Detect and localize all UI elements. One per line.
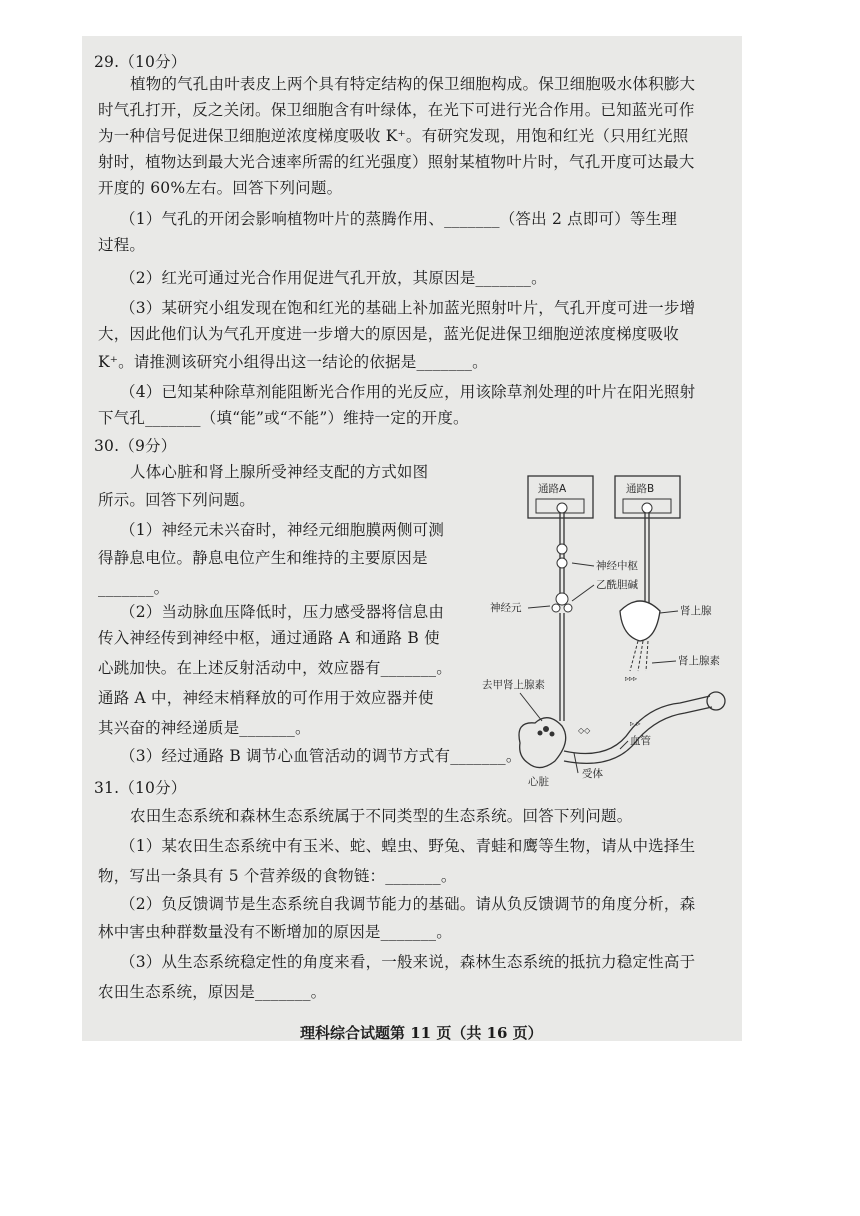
- synapse-node: [557, 558, 567, 568]
- q29-paragraph-line: 植物的气孔由叶表皮上两个具有特定结构的保卫细胞构成。保卫细胞吸水体积膨大: [130, 75, 696, 93]
- hormone-arrow: [638, 641, 643, 671]
- synapse-node: [552, 604, 560, 612]
- hormone-in-vessel: ▹ ▹: [630, 719, 641, 728]
- hormone-symbols: ▹▹▹: [625, 674, 638, 683]
- hormone-arrow: [630, 641, 638, 671]
- receptor-symbols: ◇◇: [578, 726, 591, 735]
- label-pointer: [520, 693, 542, 721]
- hormone-arrow: [646, 641, 648, 671]
- q29-paragraph-line: 为一种信号促进保卫细胞逆浓度梯度吸收 K⁺。有研究发现，用饱和红光（只用红光照: [98, 127, 689, 145]
- synapse-node: [564, 604, 572, 612]
- page-footer: 理科综合试题第 11 页（共 16 页）: [300, 1024, 543, 1041]
- acetylcholine-label: 乙酰胆碱: [596, 579, 638, 591]
- q30-sub2-cont: 心跳加快。在上述反射活动中，效应器有_______。: [98, 659, 452, 677]
- neuron-body-a: [557, 503, 567, 513]
- neuron-body-b: [642, 503, 652, 513]
- q29-paragraph-line: 开度的 60%左右。回答下列问题。: [98, 179, 343, 197]
- q31-sub3-cont: 农田生态系统，原因是_______。: [98, 983, 327, 1001]
- q31-paragraph: 农田生态系统和森林生态系统属于不同类型的生态系统。回答下列问题。: [130, 807, 633, 825]
- q31-sub2-cont: 林中害虫种群数量没有不断增加的原因是_______。: [98, 923, 452, 941]
- label-pointer: [572, 585, 594, 601]
- q30-sub1-cont: _______。: [98, 579, 170, 597]
- adrenaline-label: 肾上腺素: [678, 655, 720, 667]
- q31-sub1: （1）某农田生态系统中有玉米、蛇、蝗虫、野兔、青蛙和鹰等生物，请从中选择生: [120, 837, 696, 855]
- adrenal-gland: [620, 601, 660, 641]
- q29-sub3: （3）某研究小组发现在饱和红光的基础上补加蓝光照射叶片，气孔开度可进一步增: [120, 299, 696, 317]
- q29-paragraph-line: 射时，植物达到最大光合速率所需的红光强度）照射某植物叶片时，气孔开度可达最大: [98, 153, 695, 171]
- synapse-dot: [538, 731, 543, 736]
- exam-page: [82, 36, 742, 1041]
- label-pointer: [572, 563, 594, 566]
- q30-paragraph-line: 人体心脏和肾上腺所受神经支配的方式如图: [130, 463, 429, 481]
- q29-sub4: （4）已知某种除草剂能阻断光合作用的光反应，用该除草剂处理的叶片在阳光照射: [120, 383, 696, 401]
- q30-paragraph-line: 所示。回答下列问题。: [98, 491, 256, 509]
- synapse-dot: [543, 726, 549, 732]
- label-pointer: [652, 661, 676, 663]
- q30-sub2-cont: 其兴奋的神经递质是_______。: [98, 719, 311, 737]
- nerve-pathway-diagram: [480, 471, 742, 796]
- label-pointer: [620, 741, 628, 749]
- label-pointer: [528, 606, 550, 608]
- q30-sub2-cont: 通路 A 中，神经末梢释放的可作用于效应器并使: [98, 689, 434, 707]
- synapse-dot: [550, 732, 555, 737]
- pathway-a-label: 通路A: [538, 483, 567, 495]
- receptor-label: 受体: [582, 768, 603, 780]
- q30-sub2-cont: 传入神经传到神经中枢，通过通路 A 和通路 B 使: [98, 629, 440, 647]
- q29-sub3-cont: K⁺。请推测该研究小组得出这一结论的依据是_______。: [98, 353, 488, 371]
- q31-sub3: （3）从生态系统稳定性的角度来看，一般来说，森林生态系统的抵抗力稳定性高于: [120, 953, 696, 971]
- q30-sub2: （2）当动脉血压降低时，压力感受器将信息由: [120, 603, 445, 621]
- heart-shape: [519, 718, 566, 768]
- q30-sub1: （1）神经元未兴奋时，神经元细胞膜两侧可测: [120, 521, 445, 539]
- nerve-center-label: 神经中枢: [596, 560, 638, 572]
- label-pointer: [660, 611, 678, 613]
- vessel-label: 血管: [630, 735, 651, 747]
- pathway-b-label: 通路B: [626, 483, 655, 495]
- q30-sub3: （3）经过通路 B 调节心血管活动的调节方式有_______。: [120, 747, 522, 765]
- q29-sub4-cont: 下气孔_______（填“能”或“不能”）维持一定的开度。: [98, 409, 469, 427]
- norepinephrine-label: 去甲肾上腺素: [482, 679, 545, 691]
- adrenal-label: 肾上腺: [680, 605, 712, 617]
- q29-sub1: （1）气孔的开闭会影响植物叶片的蒸腾作用、_______（答出 2 点即可）等生理: [120, 210, 678, 228]
- q29-paragraph-line: 时气孔打开，反之关闭。保卫细胞含有叶绿体，在光下可进行光合作用。已知蓝光可作: [98, 101, 695, 119]
- q29-header: 29.（10分）: [94, 53, 187, 71]
- q31-header: 31.（10分）: [94, 779, 187, 797]
- vessel-cross-section: [707, 692, 725, 710]
- synapse-node: [557, 544, 567, 554]
- q29-sub2: （2）红光可通过光合作用促进气孔开放，其原因是_______。: [120, 269, 547, 287]
- q29-sub3-cont: 大，因此他们认为气孔开度进一步增大的原因是，蓝光促进保卫细胞逆浓度梯度吸收: [98, 325, 679, 343]
- q31-sub1-cont: 物，写出一条具有 5 个营养级的食物链：_______。: [98, 867, 457, 885]
- neuron-label: 神经元: [490, 602, 522, 614]
- q31-sub2: （2）负反馈调节是生态系统自我调节能力的基础。请从负反馈调节的角度分析，森: [120, 895, 696, 913]
- heart-label: 心脏: [528, 776, 549, 788]
- q29-sub1-cont: 过程。: [98, 236, 146, 254]
- q30-sub1-cont: 得静息电位。静息电位产生和维持的主要原因是: [98, 549, 428, 567]
- q30-header: 30.（9分）: [94, 437, 177, 455]
- neuron-cell-body: [556, 593, 568, 605]
